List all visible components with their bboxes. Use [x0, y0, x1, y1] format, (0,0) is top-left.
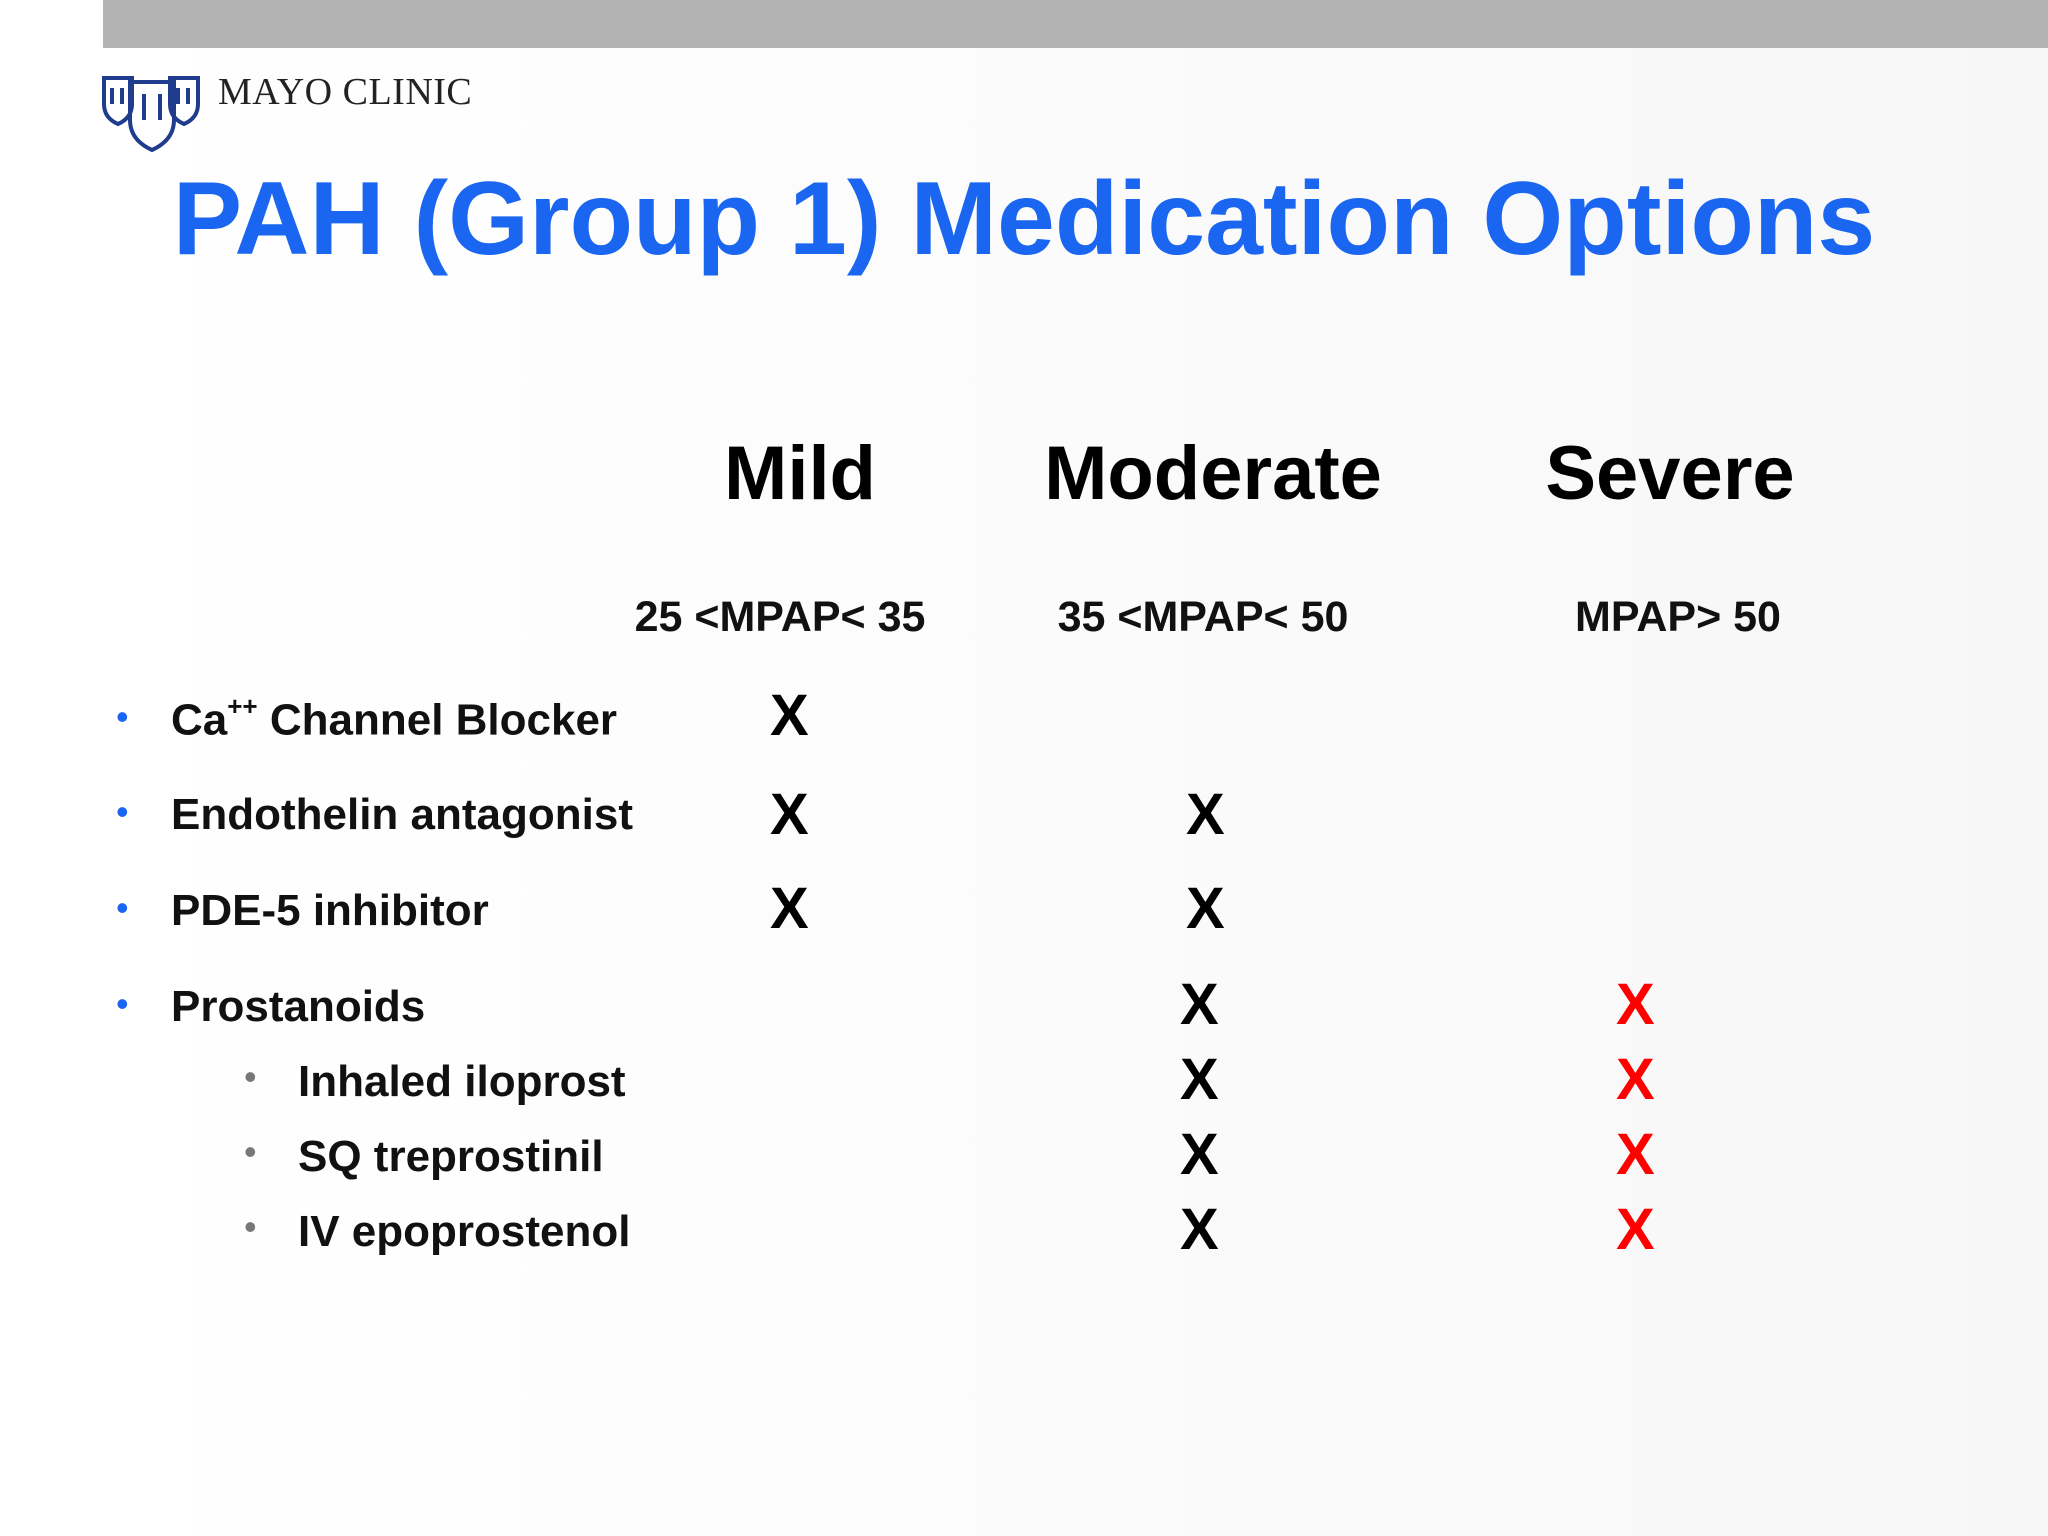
mark-moderate: X: [1180, 1047, 1219, 1112]
row-label: PDE-5 inhibitor: [171, 886, 489, 935]
mark-moderate: X: [1180, 1122, 1219, 1187]
mark-mild: X: [770, 683, 809, 748]
column-range-mild: 25 <MPAP< 35: [634, 593, 926, 641]
mark-severe: X: [1616, 1122, 1655, 1187]
bullet-dot: •: [116, 791, 129, 832]
column-heading-moderate: Moderate: [1044, 431, 1382, 516]
mayo-clinic-shields-icon: [100, 74, 205, 159]
bullet-dot: •: [244, 1056, 257, 1097]
row-label: SQ treprostinil: [298, 1132, 604, 1181]
column-heading-mild: Mild: [724, 431, 876, 516]
bullet-dot: •: [244, 1206, 257, 1247]
mark-moderate: X: [1180, 972, 1219, 1037]
mark-moderate: X: [1186, 782, 1225, 847]
top-bar: [103, 0, 2048, 48]
mark-severe: X: [1616, 1047, 1655, 1112]
bullet-dot: •: [116, 983, 129, 1024]
column-heading-severe: Severe: [1545, 431, 1795, 516]
column-range-severe: MPAP> 50: [1575, 593, 1781, 641]
mark-moderate: X: [1186, 876, 1225, 941]
mark-severe: X: [1616, 1197, 1655, 1262]
mark-severe: X: [1616, 972, 1655, 1037]
row-label: Inhaled iloprost: [298, 1057, 626, 1106]
bullet-dot: •: [116, 696, 129, 737]
mark-mild: X: [770, 782, 809, 847]
mark-moderate: X: [1180, 1197, 1219, 1262]
column-range-moderate: 35 <MPAP< 50: [1057, 593, 1349, 641]
page-title: PAH (Group 1) Medication Options: [172, 161, 1876, 277]
row-label: Ca++ Channel Blocker: [171, 691, 618, 745]
row-label: Prostanoids: [171, 982, 426, 1031]
organization-name: MAYO CLINIC: [218, 71, 473, 113]
row-label: IV epoprostenol: [298, 1207, 631, 1256]
bullet-dot: •: [116, 887, 129, 928]
row-label: Endothelin antagonist: [171, 790, 633, 839]
mark-mild: X: [770, 876, 809, 941]
bullet-dot: •: [244, 1131, 257, 1172]
